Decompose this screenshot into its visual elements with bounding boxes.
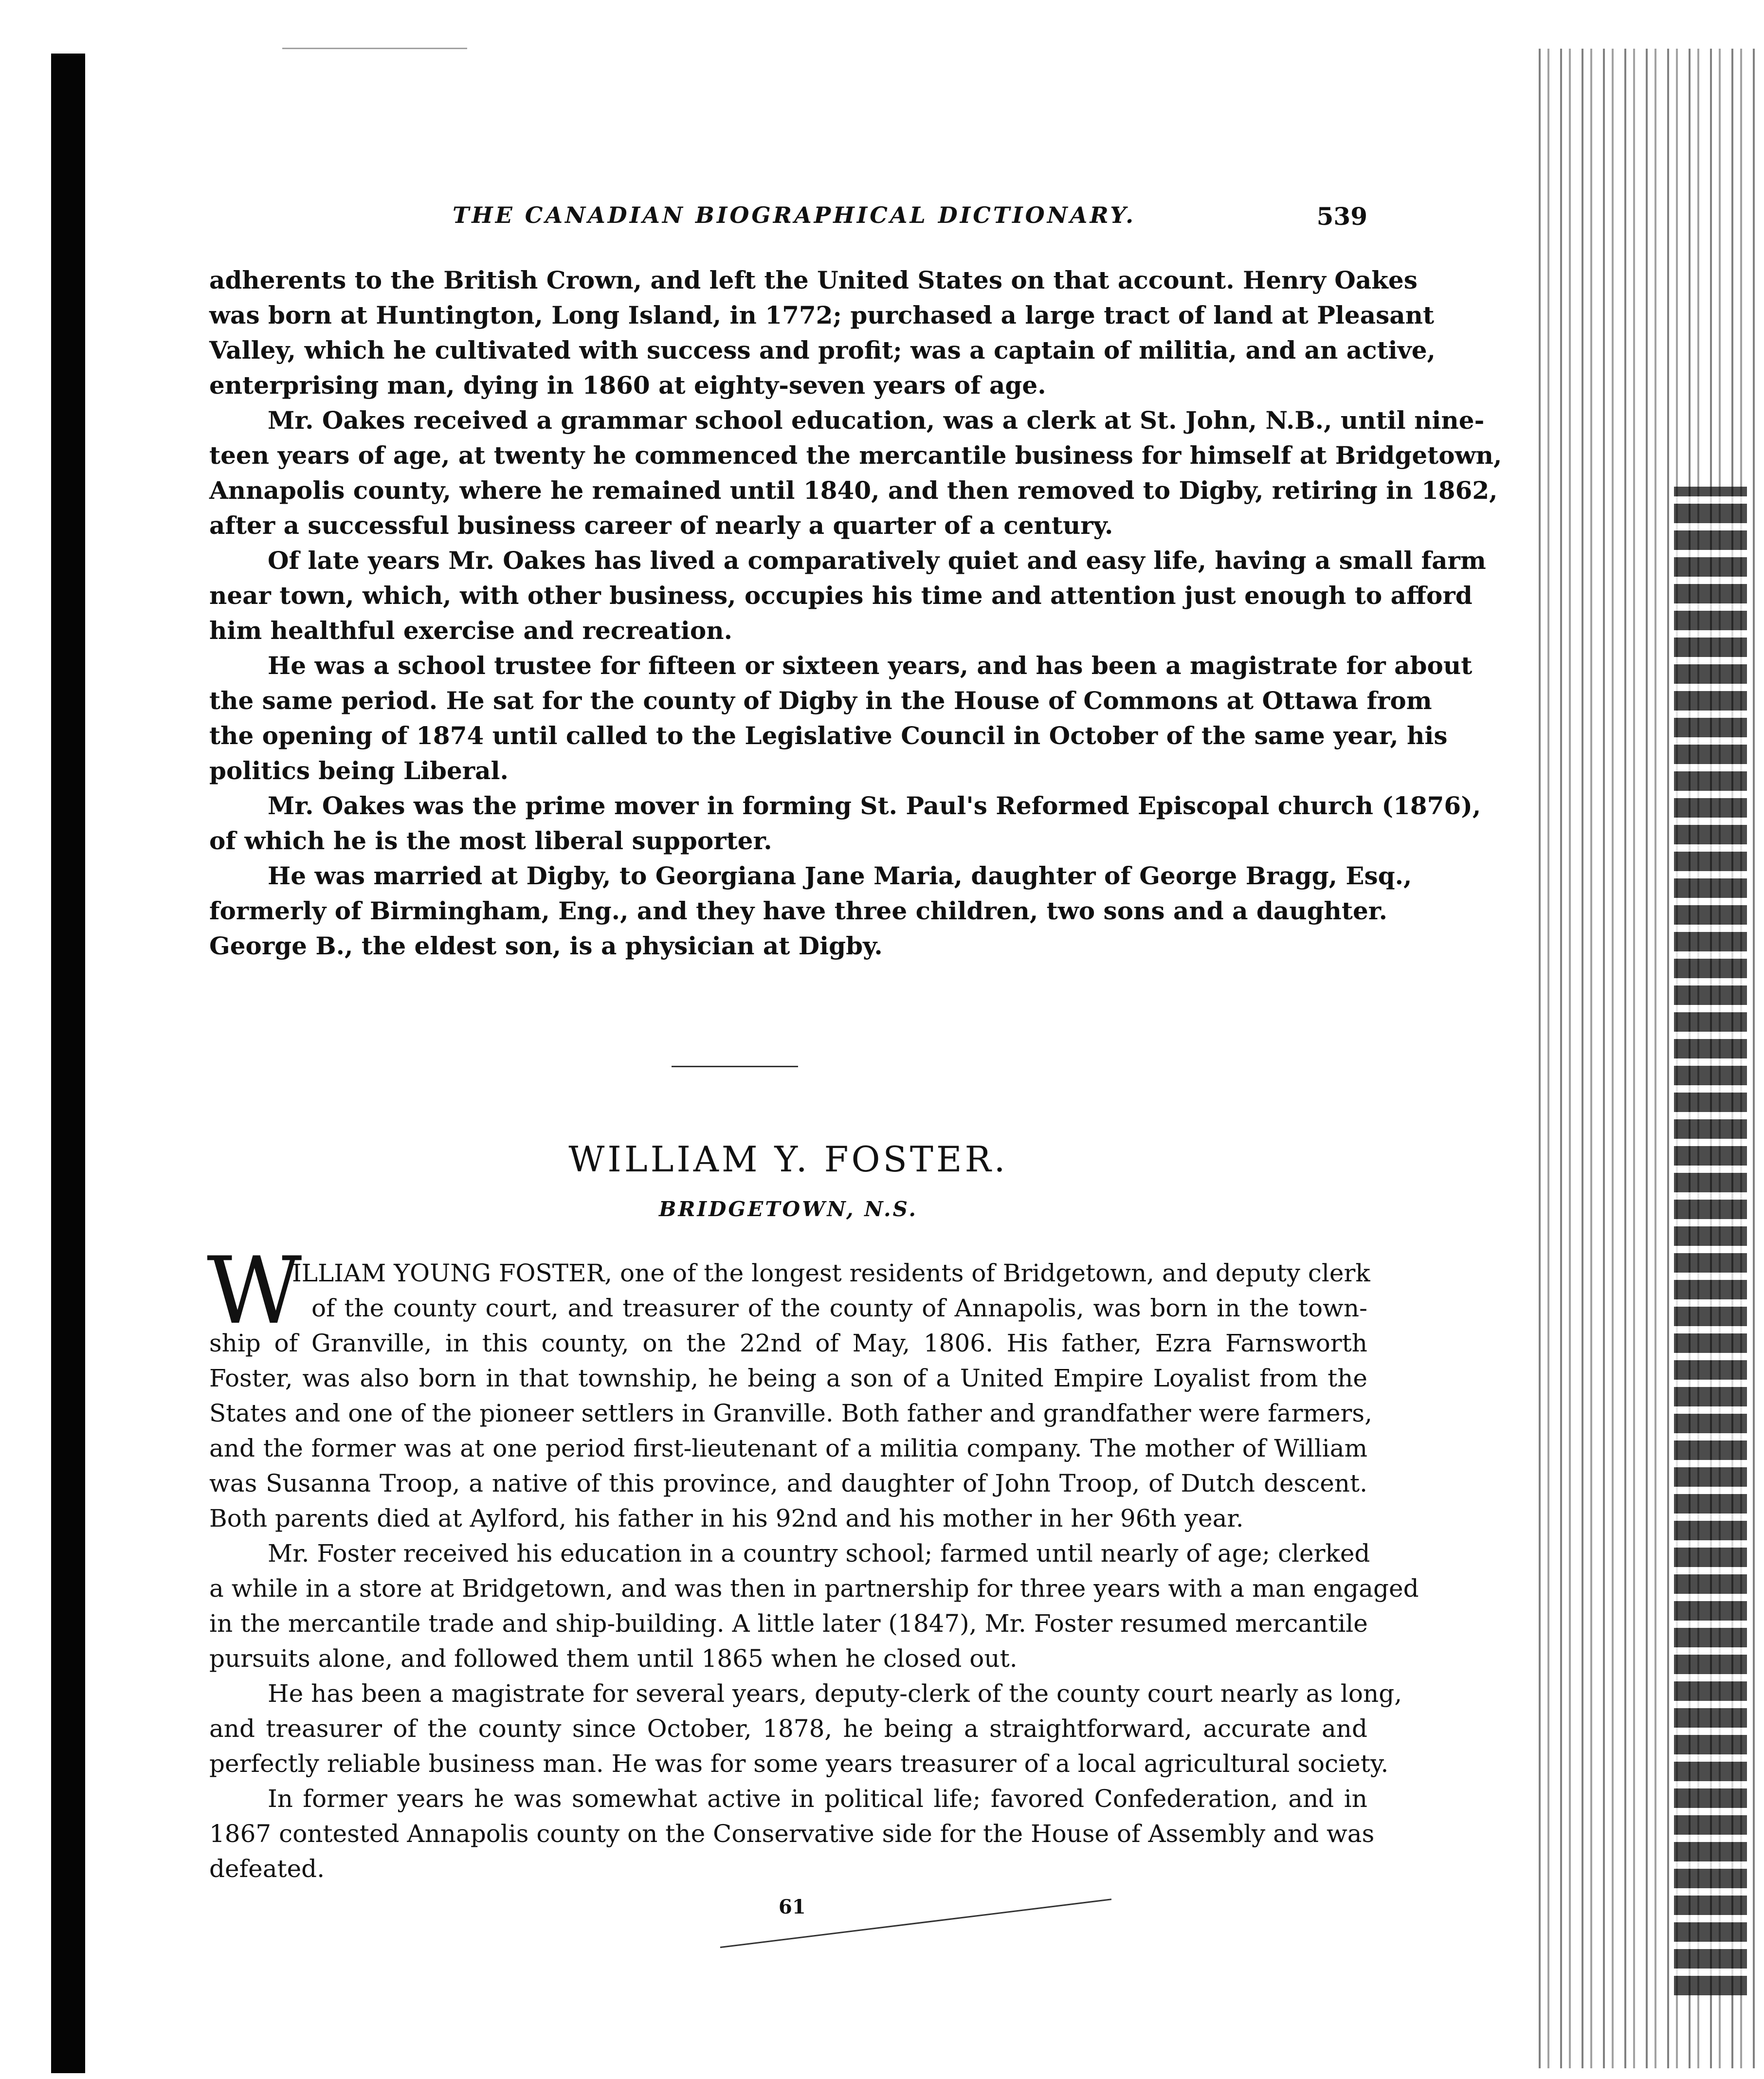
text-line: Foster, was also born in that township, he being a son of a United Empire Loyalist from the (209, 1364, 1367, 1392)
text-line: He was a school trustee for fifteen or sixteen years, and has been a magistrate for about (268, 651, 1473, 680)
text-line: Both parents died at Aylford, his father in his 92nd and his mother in her 96th year. (209, 1504, 1244, 1532)
signature-mark: 61 (779, 1896, 806, 1918)
text-line: him healthful exercise and recreation. (209, 616, 732, 645)
text-line: politics being Liberal. (209, 756, 509, 785)
text-line: near town, which, with other business, occupies his time and attention just enough to afford (209, 581, 1473, 610)
text-line: after a successful business career of nearly a quarter of a century. (209, 511, 1113, 540)
drop-cap: W (207, 1237, 302, 1345)
text-line: Mr. Oakes was the prime mover in forming St. Paul's Reformed Episcopal church (1876), (268, 791, 1481, 820)
oakes-paragraph-3 (209, 543, 1486, 648)
foster-paragraph-2 (209, 1536, 1419, 1676)
text-line: was born at Huntington, Long Island, in 1772; purchased a large tract of land at Pleasant (209, 301, 1435, 329)
text-line: and the former was at one period first-lieutenant of a militia company. The mother of William (209, 1434, 1367, 1462)
top-scan-mark (282, 48, 467, 49)
text-line: adherents to the British Crown, and left the United States on that account. Henry Oakes (209, 266, 1418, 294)
text-line: perfectly reliable business man. He was for some years treasurer of a local agricultural society. (209, 1750, 1389, 1778)
binding-shadow (51, 54, 85, 2073)
text-line: a while in a store at Bridgetown, and was then in partnership for three years with a man engaged (209, 1574, 1419, 1603)
oakes-paragraph-2 (209, 403, 1502, 543)
text-line: Annapolis county, where he remained until 1840, and then removed to Digby, retiring in 1862, (209, 476, 1498, 505)
foster-paragraph-3 (209, 1676, 1402, 1781)
text-line: ILLIAM YOUNG FOSTER, one of the longest residents of Bridgetown, and deputy clerk (292, 1259, 1370, 1287)
text-line: the opening of 1874 until called to the Legislative Council in October of the same year, his (209, 721, 1448, 750)
section-place: BRIDGETOWN, N.S. (658, 1197, 918, 1221)
text-line: He has been a magistrate for several years, deputy-clerk of the county court nearly as long, (268, 1679, 1402, 1708)
foster-paragraph-1 (209, 1326, 1372, 1536)
section-title: WILLIAM Y. FOSTER. (568, 1139, 1008, 1180)
oakes-paragraph-5 (209, 788, 1481, 858)
page-number: 539 (1316, 202, 1367, 231)
scanned-page-edge-dark (1674, 487, 1747, 1995)
text-line: Of late years Mr. Oakes has lived a comparatively quiet and easy life, having a small farm (268, 546, 1486, 575)
text-line: of which he is the most liberal supporter. (209, 826, 772, 855)
running-head (209, 202, 1367, 236)
foster-paragraph-4 (209, 1781, 1375, 1886)
section-divider (672, 1066, 798, 1067)
running-title: THE CANADIAN BIOGRAPHICAL DICTIONARY. (453, 202, 1136, 228)
text-line: was Susanna Troop, a native of this province, and daughter of John Troop, of Dutch descent. (209, 1469, 1367, 1497)
text-line: of the county court, and treasurer of the county of Annapolis, was born in the town- (311, 1294, 1367, 1322)
text-line: Mr. Oakes received a grammar school education, was a clerk at St. John, N.B., until nine- (268, 406, 1485, 435)
text-line: defeated. (209, 1855, 325, 1883)
oakes-paragraph-4 (209, 648, 1473, 788)
text-line: George B., the eldest son, is a physician at Digby. (209, 931, 883, 960)
text-line: pursuits alone, and followed them until 1865 when he closed out. (209, 1644, 1018, 1673)
text-line: ship of Granville, in this county, on the 22nd of May, 1806. His father, Ezra Farnsworth (209, 1329, 1367, 1357)
text-line: teen years of age, at twenty he commenced the mercantile business for himself at Bridgetown, (209, 441, 1502, 470)
oakes-paragraph-1 (209, 263, 1436, 403)
text-line: 1867 contested Annapolis county on the Conservative side for the House of Assembly and was (209, 1820, 1375, 1848)
text-line: He was married at Digby, to Georgiana Jane Maria, daughter of George Bragg, Esq., (268, 861, 1412, 890)
text-line: In former years he was somewhat active in political life; favored Confederation, and in (268, 1785, 1367, 1813)
text-line: Valley, which he cultivated with success and profit; was a captain of militia, and an active, (209, 336, 1436, 365)
text-line: the same period. He sat for the county of Digby in the House of Commons at Ottawa from (209, 686, 1432, 715)
text-line: States and one of the pioneer settlers in Granville. Both father and grandfather were farmers, (209, 1399, 1372, 1427)
foster-intro (292, 1256, 1370, 1326)
text-line: and treasurer of the county since October, 1878, he being a straightforward, accurate and (209, 1714, 1367, 1743)
text-line: Mr. Foster received his education in a country school; farmed until nearly of age; clerked (268, 1539, 1370, 1568)
text-line: formerly of Birmingham, Eng., and they have three children, two sons and a daughter. (209, 896, 1387, 925)
text-line: enterprising man, dying in 1860 at eighty-seven years of age. (209, 371, 1046, 400)
text-line: in the mercantile trade and ship-building. A little later (1847), Mr. Foster resumed mercantile (209, 1609, 1368, 1638)
oakes-paragraph-6 (209, 858, 1412, 964)
